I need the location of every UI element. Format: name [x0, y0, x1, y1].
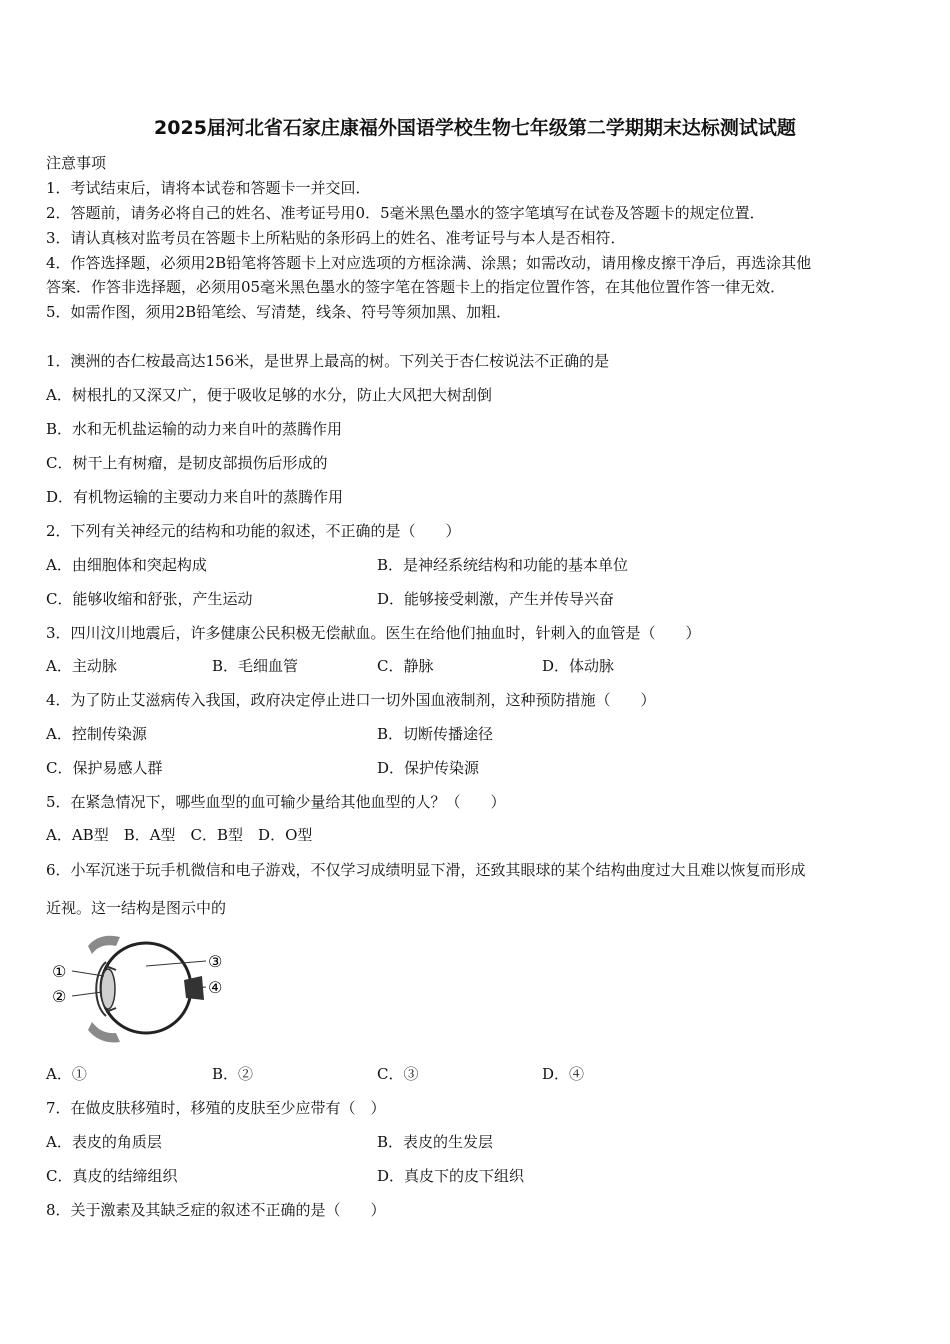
label-3: ③ — [208, 952, 223, 971]
leader-line — [146, 961, 206, 966]
leader-line — [72, 992, 102, 996]
question-5-stem: 5．在紧急情况下，哪些血型的血可输少量给其他血型的人？（ ） — [46, 793, 506, 811]
upper-eyelid-shape — [88, 936, 120, 954]
question-3-option-d: D．体动脉 — [542, 657, 615, 675]
question-7-option-b: B．表皮的生发层 — [377, 1133, 494, 1151]
question-4-option-b: B．切断传播途径 — [377, 725, 494, 743]
label-2: ② — [52, 987, 67, 1006]
notice-item: 4．作答选择题，必须用2B铅笔将答题卡上对应选项的方框涂满、涂黑；如需改动，请用橡皮擦干净后，再选涂其他 — [46, 254, 812, 272]
question-4-option-a: A．控制传染源 — [46, 725, 147, 743]
eyeball-diagram — [46, 932, 246, 1047]
question-2-option-a: A．由细胞体和突起构成 — [46, 556, 207, 574]
label-1: ① — [52, 962, 67, 981]
question-6-option-b: B．② — [212, 1065, 254, 1083]
question-2-option-b: B．是神经系统结构和功能的基本单位 — [377, 556, 629, 574]
question-3-stem: 3．四川汶川地震后，许多健康公民积极无偿献血。医生在给他们抽血时，针刺入的血管是（ ） — [46, 624, 701, 642]
question-6-option-d: D．④ — [542, 1065, 585, 1083]
notice-item: 1．考试结束后，请将本试卷和答题卡一并交回． — [46, 179, 371, 197]
question-1-stem: 1．澳洲的杏仁桉最高达156米，是世界上最高的树。下列关于杏仁桉说法不正确的是 — [46, 352, 610, 370]
question-3-option-c: C．静脉 — [377, 657, 434, 675]
lower-eyelid-shape — [88, 1022, 120, 1043]
question-3-option-a: A．主动脉 — [46, 657, 117, 675]
question-1-option-a: A．树根扎的又深又广，便于吸收足够的水分，防止大风把大树刮倒 — [46, 386, 492, 404]
exam-title: 2025届河北省石家庄康福外国语学校生物七年级第二学期期末达标测试试题 — [154, 117, 796, 139]
question-6-stem-line-2: 近视。这一结构是图示中的 — [46, 899, 227, 917]
question-7-option-c: C．真皮的结缔组织 — [46, 1167, 178, 1185]
question-7-option-d: D．真皮下的皮下组织 — [377, 1167, 525, 1185]
question-5-options: A．AB型 B．A型 C．B型 D．O型 — [46, 826, 313, 844]
question-7-stem: 7．在做皮肤移殖时，移殖的皮肤至少应带有（ ） — [46, 1099, 386, 1117]
question-6-option-a: A．① — [46, 1065, 87, 1083]
question-1-option-b: B．水和无机盐运输的动力来自叶的蒸腾作用 — [46, 420, 343, 438]
question-1-option-c: C．树干上有树瘤，是韧皮部损伤后形成的 — [46, 454, 328, 472]
notice-item: 答案．作答非选择题，必须用05毫米黑色墨水的签字笔在答题卡上的指定位置作答，在其他位置作答一律无效． — [46, 278, 786, 296]
label-4: ④ — [208, 978, 223, 997]
lens-shape — [101, 969, 115, 1009]
question-2-stem: 2．下列有关神经元的结构和功能的叙述，不正确的是（ ） — [46, 522, 461, 540]
question-2-option-c: C．能够收缩和舒张，产生运动 — [46, 590, 253, 608]
notice-item: 5．如需作图，须用2B铅笔绘、写清楚，线条、符号等须加黑、加粗． — [46, 303, 512, 321]
notice-item: 3．请认真核对监考员在答题卡上所粘贴的条形码上的姓名、准考证号与本人是否相符． — [46, 229, 626, 247]
question-2-option-d: D．能够接受刺激，产生并传导兴奋 — [377, 590, 615, 608]
question-6-option-c: C．③ — [377, 1065, 419, 1083]
question-4-option-d: D．保护传染源 — [377, 759, 480, 777]
question-4-option-c: C．保护易感人群 — [46, 759, 163, 777]
notice-heading: 注意事项 — [46, 154, 107, 172]
question-3-option-b: B．毛细血管 — [212, 657, 299, 675]
notice-item: 2．答题前，请务必将自己的姓名、准考证号用0．5毫米黑色墨水的签字笔填写在试卷及答题卡的规定位置． — [46, 204, 765, 222]
question-4-stem: 4．为了防止艾滋病传入我国，政府决定停止进口一切外国血液制剂，这种预防措施（ ） — [46, 691, 656, 709]
question-8-stem: 8．关于激素及其缺乏症的叙述不正确的是（ ） — [46, 1201, 386, 1219]
question-6-stem-line-1: 6．小军沉迷于玩手机微信和电子游戏，不仅学习成绩明显下滑，还致其眼球的某个结构曲度过大且难以恢复而形成 — [46, 861, 806, 879]
question-7-option-a: A．表皮的角质层 — [46, 1133, 162, 1151]
question-1-option-d: D．有机物运输的主要动力来自叶的蒸腾作用 — [46, 488, 344, 506]
